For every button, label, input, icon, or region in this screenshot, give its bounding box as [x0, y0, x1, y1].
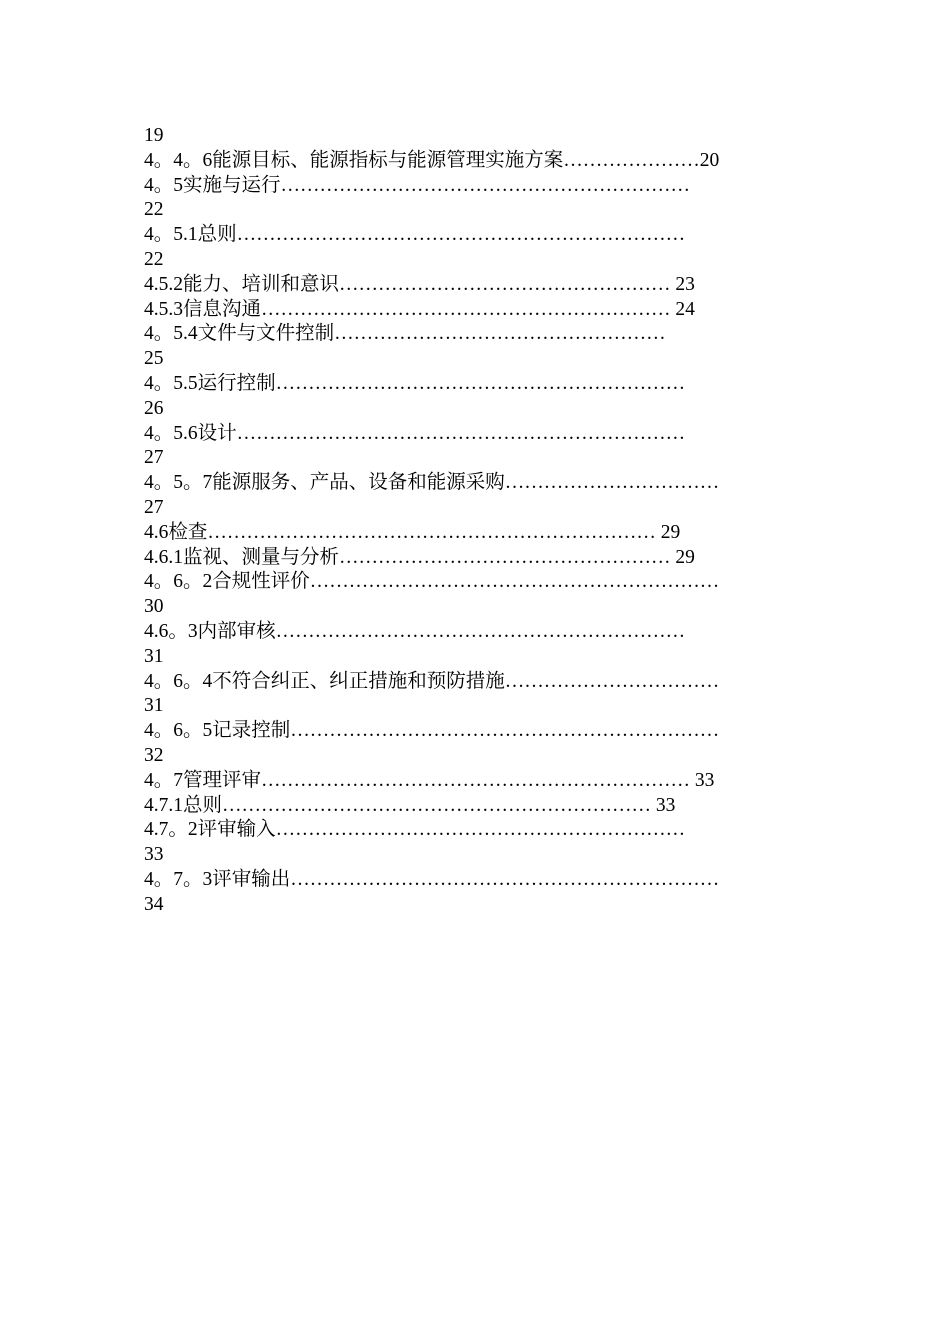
toc-line: 4。7。3评审输出………………………………………………………… [144, 868, 720, 890]
toc-line: 26 [144, 397, 164, 419]
toc-line: 22 [144, 199, 164, 221]
toc-line: 4.7。2评审输入……………………………………………………… [144, 819, 686, 841]
toc-line: 4.6.1监视、测量与分析…………………………………………… 29 [144, 546, 695, 568]
toc-line: 27 [144, 496, 164, 518]
toc-line: 33 [144, 844, 164, 866]
toc-line: 31 [144, 695, 164, 717]
table-of-contents [144, 124, 814, 918]
toc-line: 4。5.4文件与文件控制…………………………………………… [144, 323, 666, 345]
toc-line: 4.6。3内部审核……………………………………………………… [144, 620, 686, 642]
toc-line: 34 [144, 893, 164, 915]
toc-line: 4。4。6能源目标、能源指标与能源管理实施方案…………………20 [144, 149, 720, 171]
toc-line: 31 [144, 645, 164, 667]
toc-line: 4。5.6设计…………………………………………………………… [144, 422, 686, 444]
toc-line: 22 [144, 248, 164, 270]
toc-line: 4。5.5运行控制……………………………………………………… [144, 372, 686, 394]
toc-line: 4。5实施与运行……………………………………………………… [144, 174, 691, 196]
toc-line: 4.5.2能力、培训和意识…………………………………………… 23 [144, 273, 695, 295]
toc-line: 4。6。4不符合纠正、纠正措施和预防措施…………………………… [144, 670, 720, 692]
toc-line: 4。5。7能源服务、产品、设备和能源采购…………………………… [144, 472, 720, 494]
toc-line: 4.7.1总则………………………………………………………… 33 [144, 794, 676, 816]
toc-line: 4。6。5记录控制………………………………………………………… [144, 720, 720, 742]
toc-line: 30 [144, 596, 164, 618]
toc-line: 4。6。2合规性评价……………………………………………………… [144, 571, 720, 593]
toc-line: 27 [144, 447, 164, 469]
toc-line: 32 [144, 744, 164, 766]
toc-line: 4.5.3信息沟通……………………………………………………… 24 [144, 298, 695, 320]
toc-line: 4。5.1总则…………………………………………………………… [144, 224, 686, 246]
toc-line: 4.6检查…………………………………………………………… 29 [144, 521, 681, 543]
toc-line: 4。7管理评审………………………………………………………… 33 [144, 769, 715, 791]
toc-line: 19 [144, 125, 164, 146]
toc-line: 25 [144, 348, 164, 370]
